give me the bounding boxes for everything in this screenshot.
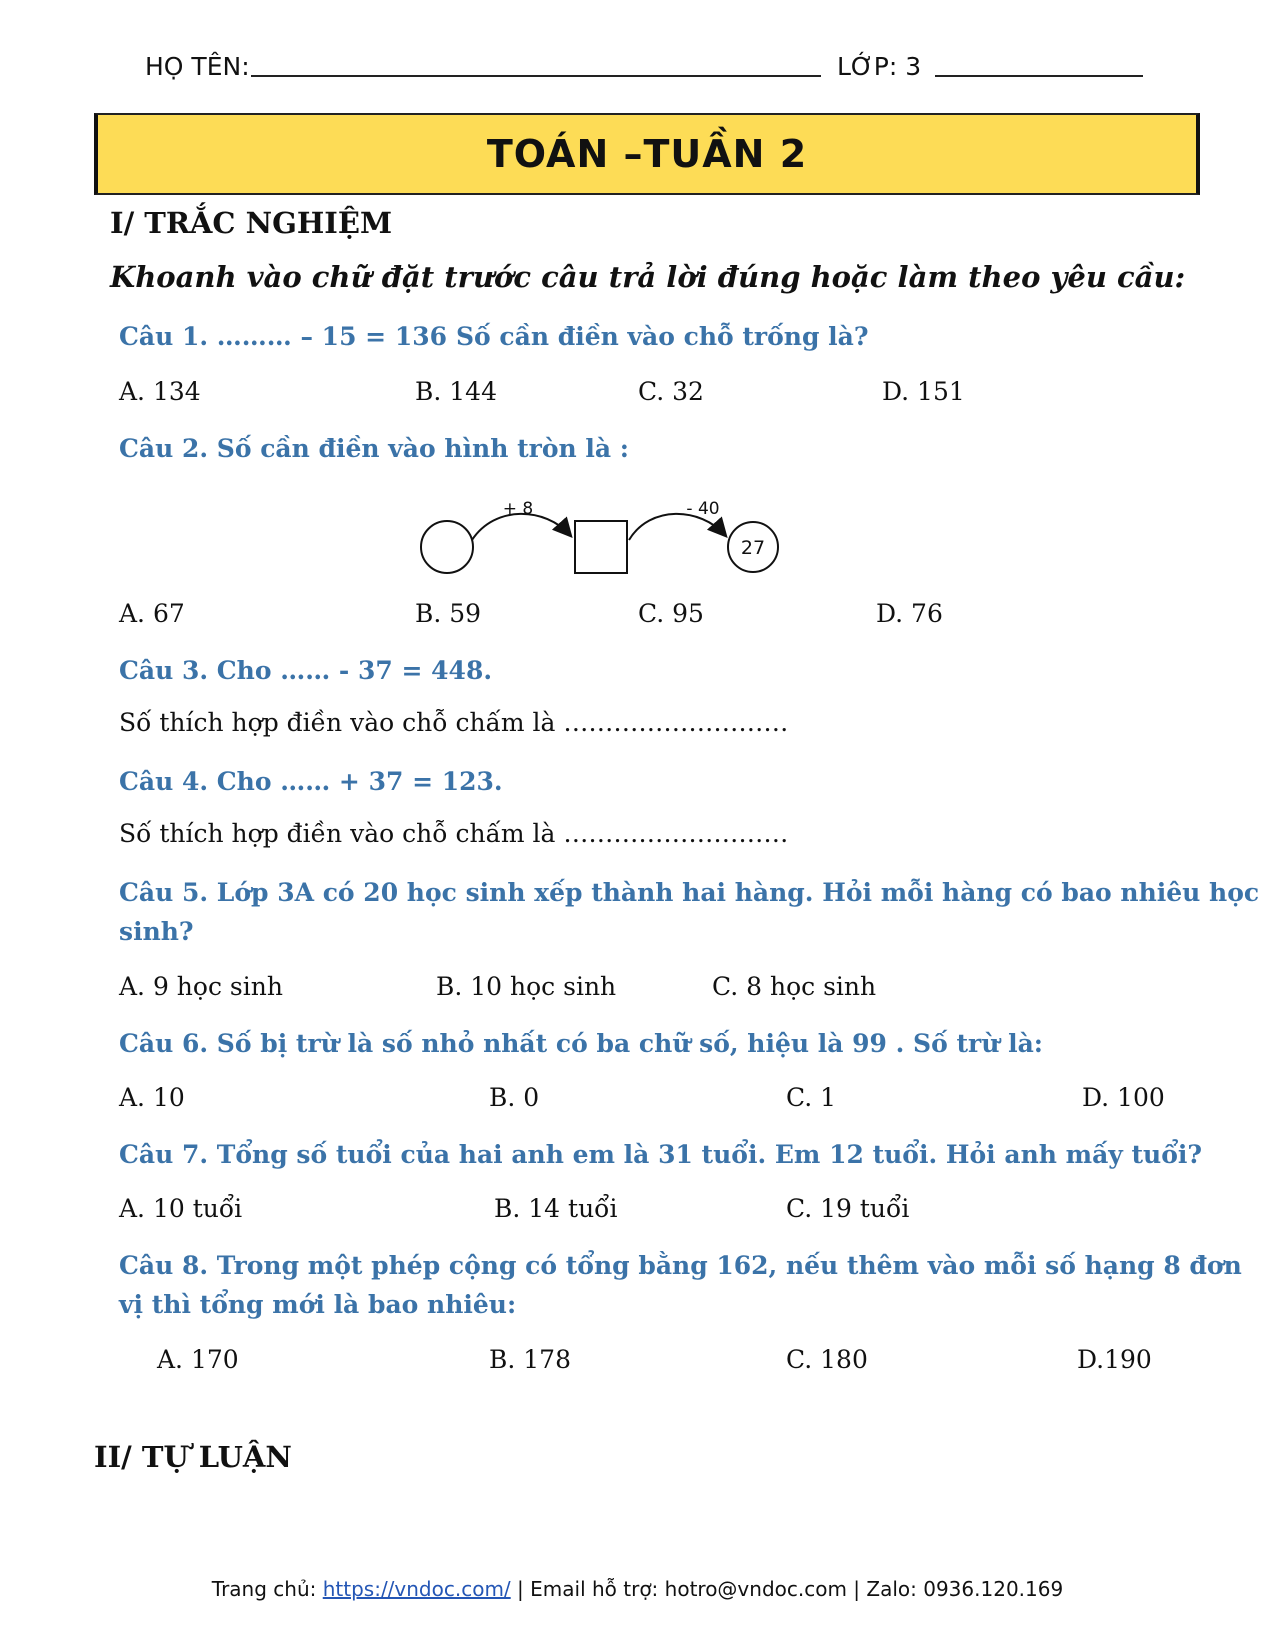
q1-option-a[interactable]: A. 134 — [119, 377, 201, 406]
q1-option-b[interactable]: B. 144 — [415, 377, 497, 406]
question-8-line2: vị thì tổng mới là bao nhiêu: — [119, 1290, 517, 1319]
name-blank-line[interactable] — [251, 75, 821, 77]
question-2: Câu 2. Số cần điền vào hình tròn là : — [119, 434, 630, 463]
q2-option-d[interactable]: D. 76 — [876, 599, 943, 628]
q2-option-a[interactable]: A. 67 — [119, 599, 185, 628]
name-label: HỌ TÊN: — [145, 52, 250, 81]
instruction: Khoanh vào chữ đặt trước câu trả lời đúng hoặc làm theo yêu cầu: — [110, 260, 1186, 294]
footer-home-label: Trang chủ: — [211, 1577, 323, 1601]
section1-heading: I/ TRẮC NGHIỆM — [110, 206, 393, 240]
footer-contact: | Email hỗ trợ: hotro@vndoc.com | Zalo: 0936.120.169 — [510, 1577, 1064, 1601]
question-4-answer-line[interactable]: Số thích hợp điền vào chỗ chấm là ……………………… — [119, 819, 789, 848]
q8-option-a[interactable]: A. 170 — [157, 1345, 239, 1374]
q1-option-d[interactable]: D. 151 — [882, 377, 965, 406]
question-1-prompt: Số cần điền vào chỗ trống là? — [456, 322, 869, 351]
page-title: TOÁN –TUẦN 2 — [486, 132, 808, 176]
q7-option-b[interactable]: B. 14 tuổi — [494, 1194, 618, 1223]
question-8-line1: Câu 8. Trong một phép cộng có tổng bằng 162, nếu thêm vào mỗi số hạng 8 đơn — [119, 1251, 1242, 1280]
footer — [0, 1577, 1275, 1601]
question-7: Câu 7. Tổng số tuổi của hai anh em là 31 tuổi. Em 12 tuổi. Hỏi anh mấy tuổi? — [119, 1140, 1203, 1169]
q6-option-d[interactable]: D. 100 — [1082, 1083, 1165, 1112]
question-5-line1: Câu 5. Lớp 3A có 20 học sinh xếp thành hai hàng. Hỏi mỗi hàng có bao nhiêu học — [119, 878, 1260, 907]
q6-option-c[interactable]: C. 1 — [786, 1083, 837, 1112]
q8-option-c[interactable]: C. 180 — [786, 1345, 868, 1374]
question-6: Câu 6. Số bị trừ là số nhỏ nhất có ba chữ số, hiệu là 99 . Số trừ là: — [119, 1029, 1044, 1058]
class-label: LỚP: 3 — [837, 52, 922, 81]
result-value: 27 — [740, 537, 766, 559]
question-5-line2: sinh? — [119, 917, 194, 946]
q5-option-b[interactable]: B. 10 học sinh — [436, 972, 617, 1001]
step2-label: - 40 — [686, 499, 720, 519]
q8-option-d[interactable]: D.190 — [1077, 1345, 1152, 1374]
flow-diagram — [410, 495, 790, 575]
q5-option-c[interactable]: C. 8 học sinh — [712, 972, 877, 1001]
step1-label: + 8 — [502, 499, 534, 519]
question-4: Câu 4. Cho …… + 37 = 123. — [119, 767, 503, 796]
q7-option-c[interactable]: C. 19 tuổi — [786, 1194, 910, 1223]
q8-option-b[interactable]: B. 178 — [489, 1345, 571, 1374]
question-3: Câu 3. Cho …… - 37 = 448. — [119, 656, 493, 685]
section2-heading: II/ TỰ LUẬN — [94, 1440, 292, 1474]
q6-option-b[interactable]: B. 0 — [489, 1083, 540, 1112]
title-banner — [94, 113, 1200, 195]
empty-square[interactable] — [575, 521, 627, 573]
q5-option-a[interactable]: A. 9 học sinh — [119, 972, 283, 1001]
question-3-answer-line[interactable]: Số thích hợp điền vào chỗ chấm là ……………………… — [119, 708, 789, 737]
question-1-expression: Câu 1. ……… – 15 = 136 — [119, 322, 448, 351]
empty-circle[interactable] — [421, 521, 473, 573]
footer-home-link[interactable]: https://vndoc.com/ — [322, 1577, 511, 1601]
q6-option-a[interactable]: A. 10 — [119, 1083, 185, 1112]
q2-option-b[interactable]: B. 59 — [415, 599, 482, 628]
class-blank-line[interactable] — [935, 75, 1143, 77]
q1-option-c[interactable]: C. 32 — [638, 377, 704, 406]
q2-option-c[interactable]: C. 95 — [638, 599, 704, 628]
q7-option-a[interactable]: A. 10 tuổi — [119, 1194, 243, 1223]
